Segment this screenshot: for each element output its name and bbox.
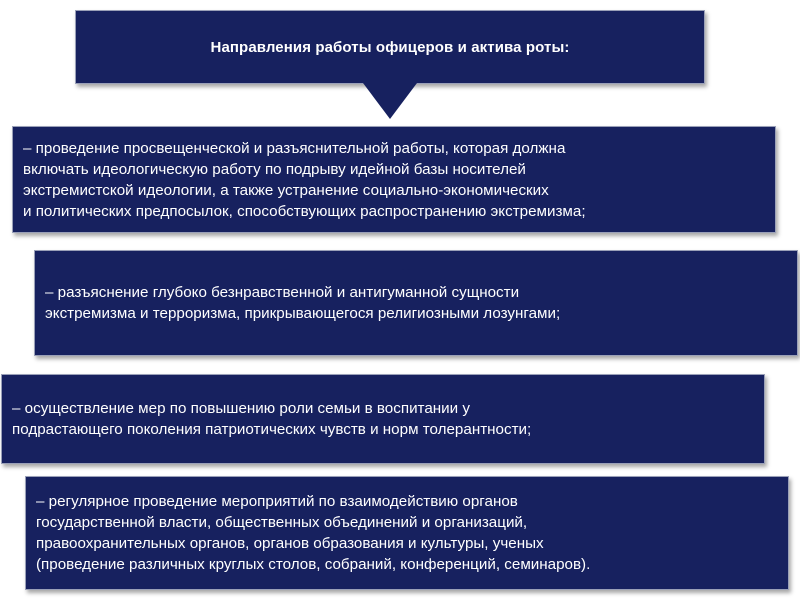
direction-item-3 <box>1 374 765 464</box>
arrow-down-icon <box>363 83 417 119</box>
item-line: – осуществление мер по повышению роли семьи в воспитании у <box>12 400 470 417</box>
header-box <box>75 10 705 84</box>
direction-item-1 <box>12 126 776 233</box>
item-line: правоохранительных органов, органов образования и культуры, ученых <box>36 535 544 552</box>
direction-item-2 <box>34 250 798 356</box>
item-line: – разъяснение глубоко безнравственной и антигуманной сущности <box>45 284 520 301</box>
item-line: государственной власти, общественных объединений и организаций, <box>36 514 528 531</box>
item-line: (проведение различных круглых столов, собраний, конференций, семинаров). <box>36 556 591 573</box>
item-line: включать идеологическую работу по подрыву идейной базы носителей <box>23 160 526 178</box>
direction-item-2-text <box>45 282 560 324</box>
direction-item-3-text <box>12 398 531 440</box>
direction-item-4-text <box>36 491 590 575</box>
direction-item-1-text <box>23 138 586 222</box>
direction-item-4 <box>25 476 789 590</box>
item-line: и политических предпосылок, способствующих распространению экстремизма; <box>23 202 586 220</box>
item-line: – проведение просвещенческой и разъяснительной работы, которая должна <box>23 139 566 157</box>
item-line: экстремистской идеологии, а также устранение социально-экономических <box>23 181 549 199</box>
item-line: – регулярное проведение мероприятий по взаимодействию органов <box>36 493 518 510</box>
item-line: экстремизма и терроризма, прикрывающегося религиозными лозунгами; <box>45 305 561 322</box>
header-title: Направления работы офицеров и актива роты: <box>210 38 570 56</box>
item-line: подрастающего поколения патриотических чувств и норм толерантности; <box>12 421 532 438</box>
